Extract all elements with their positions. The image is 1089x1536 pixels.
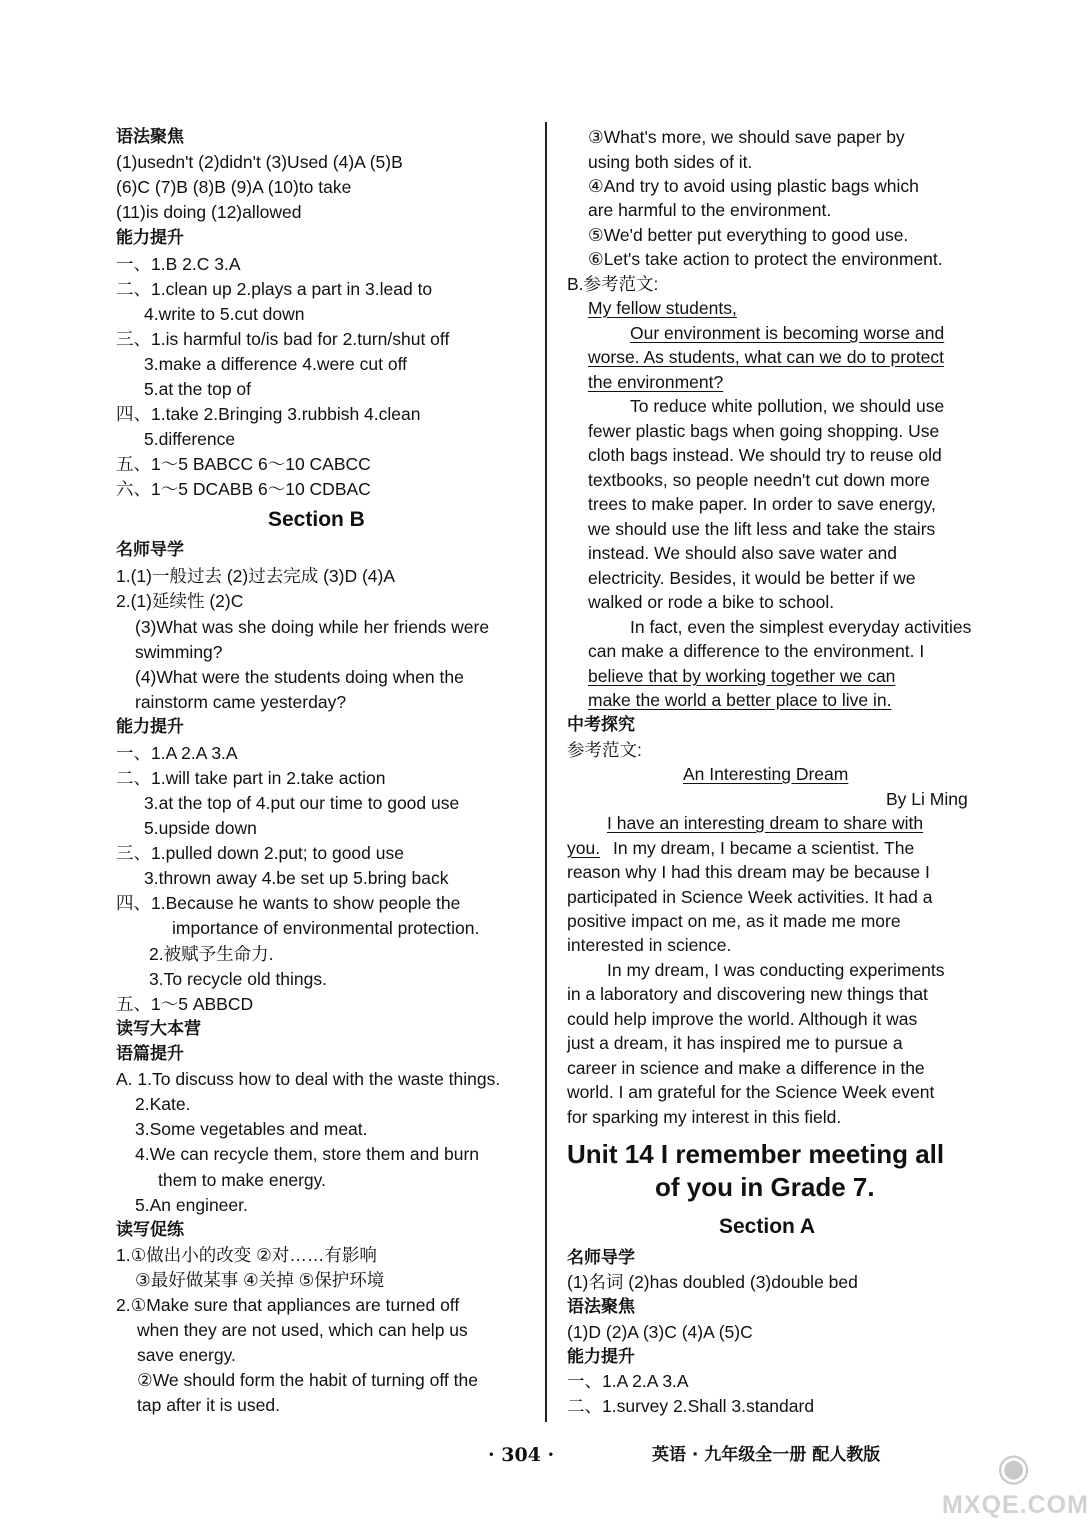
essay-line: electricity. Besides, it would be better if we	[588, 568, 916, 588]
answer-line: 三、1.is harmful to/is bad for 2.turn/shut off	[116, 329, 450, 349]
answer-line: 二、1.clean up 2.plays a part in 3.lead to	[116, 279, 433, 299]
essay-line: make the world a better place to live in.	[588, 690, 892, 710]
answer-line: 2.Kate.	[135, 1094, 191, 1114]
answer-line: (1)名词 (2)has doubled (3)double bed	[567, 1272, 858, 1292]
answer-line: 2.①Make sure that appliances are turned off	[116, 1295, 460, 1315]
answer-line: 二、1.will take part in 2.take action	[116, 768, 386, 788]
answer-line: them to make energy.	[158, 1170, 326, 1190]
book-title: 英语 · 九年级全一册 配人教版	[652, 1445, 881, 1465]
column-divider	[545, 122, 547, 1422]
answer-line: ②We should form the habit of turning off the	[137, 1370, 478, 1390]
essay-line: I have an interesting dream to share with	[607, 813, 924, 833]
unit-title-line1: Unit 14 I remember meeting all	[567, 1139, 945, 1169]
essay-line: textbooks, so people needn't cut down more	[588, 470, 930, 490]
answer-line: 1.(1)一般过去 (2)过去完成 (3)D (4)A	[116, 566, 396, 586]
answer-line: 五、1～5 ABBCD	[116, 994, 254, 1014]
essay-line: world. I am grateful for the Science Week event	[567, 1082, 935, 1102]
essay-line: we should use the lift less and take the stairs	[588, 519, 936, 539]
unit-title-line2: of you in Grade 7.	[655, 1172, 875, 1202]
answer-line: (4)What were the students doing when the	[135, 667, 464, 687]
essay-author: By Li Ming	[886, 789, 968, 809]
essay-line: for sparking my interest in this field.	[567, 1107, 842, 1127]
heading-grammar-focus: 语法聚焦	[116, 127, 184, 147]
answer-line: swimming?	[135, 642, 223, 662]
answer-line: 2.被赋予生命力.	[149, 944, 274, 964]
essay-line: cloth bags instead. We should try to reuse old	[588, 445, 942, 465]
essay-line: In fact, even the simplest everyday activities	[630, 617, 972, 637]
essay-line: interested in science.	[567, 935, 732, 955]
answer-line: when they are not used, which can help us	[137, 1320, 468, 1340]
essay-line: can make a difference to the environment. I	[588, 641, 925, 661]
answer-line: 3.To recycle old things.	[149, 969, 328, 989]
essay-line: walked or rode a bike to school.	[588, 592, 835, 612]
answer-line: ⑥Let's take action to protect the environment.	[588, 249, 943, 269]
answer-line: are harmful to the environment.	[588, 200, 832, 220]
essay-line: trees to make paper. In order to save energy,	[588, 494, 936, 514]
answer-line: ④And try to avoid using plastic bags which	[588, 176, 919, 196]
heading-text-improve: 语篇提升	[116, 1044, 184, 1064]
heading-ability: 能力提升	[116, 717, 184, 737]
page-number: · 304 ·	[488, 1444, 555, 1466]
essay-line: the environment?	[588, 372, 724, 392]
answer-line: 3.thrown away 4.be set up 5.bring back	[144, 868, 449, 888]
answer-line: 四、1.take 2.Bringing 3.rubbish 4.clean	[116, 404, 421, 424]
answer-line: 3.at the top of 4.put our time to good use	[144, 793, 460, 813]
essay-line: In my dream, I was conducting experiments	[607, 960, 945, 980]
answer-line: 3.Some vegetables and meat.	[135, 1119, 368, 1139]
answer-line: 一、1.B 2.C 3.A	[116, 254, 241, 274]
answer-line: A. 1.To discuss how to deal with the waste things.	[116, 1069, 501, 1089]
essay-line: participated in Science Week activities. It had a	[567, 887, 933, 907]
answer-line: 4.write to 5.cut down	[144, 304, 305, 324]
answer-line: 5.An engineer.	[135, 1195, 248, 1215]
answer-line: 四、1.Because he wants to show people the	[116, 893, 461, 913]
essay-line: Our environment is becoming worse and	[630, 323, 945, 343]
heading-teacher-guide: 名师导学	[116, 540, 184, 560]
essay-line: reason why I had this dream may be because I	[567, 862, 930, 882]
essay-line: positive impact on me, as it made me more	[567, 911, 901, 931]
answer-line: 1.①做出小的改变 ②对……有影响	[116, 1245, 377, 1265]
answer-line: 5.at the top of	[144, 379, 252, 399]
heading-ability: 能力提升	[116, 228, 184, 248]
answer-line: 2.(1)延续性 (2)C	[116, 591, 244, 611]
essay-title: An Interesting Dream	[683, 764, 849, 784]
sample-essay-label: B.参考范文:	[567, 274, 659, 294]
answer-line: save energy.	[137, 1345, 236, 1365]
watermark	[942, 1445, 1089, 1525]
essay-line: To reduce white pollution, we should use	[630, 396, 945, 416]
answer-line: ③最好做某事 ④关掉 ⑤保护环境	[135, 1270, 385, 1290]
essay-line: fewer plastic bags when going shopping. Use	[588, 421, 940, 441]
answer-line: (11)is doing (12)allowed	[116, 202, 302, 222]
section-b-title: Section B	[268, 508, 365, 531]
answer-line: 三、1.pulled down 2.put; to good use	[116, 843, 404, 863]
answer-line: 一、1.A 2.A 3.A	[116, 743, 238, 763]
essay-line: in a laboratory and discovering new things that	[567, 984, 928, 1004]
essay-line: My fellow students,	[588, 298, 737, 318]
heading-exam-explore: 中考探究	[567, 715, 635, 735]
answer-line: ⑤We'd better put everything to good use.	[588, 225, 909, 245]
watermark-text: MXQE.COM	[942, 1491, 1089, 1519]
answer-line: importance of environmental protection.	[172, 918, 480, 938]
answer-line: 一、1.A 2.A 3.A	[567, 1371, 689, 1391]
essay-line: career in science and make a difference in the	[567, 1058, 925, 1078]
answer-line: ③What's more, we should save paper by	[588, 127, 905, 147]
answer-line: 4.We can recycle them, store them and burn	[135, 1144, 480, 1164]
essay-line: worse. As students, what can we do to protect	[588, 347, 945, 367]
answer-line: using both sides of it.	[588, 152, 753, 172]
answer-line: 5.difference	[144, 429, 236, 449]
answer-line: tap after it is used.	[137, 1395, 280, 1415]
heading-grammar-focus: 语法聚焦	[567, 1297, 635, 1317]
essay-line: instead. We should also save water and	[588, 543, 898, 563]
watermark-logo-icon: ◉	[997, 1445, 1031, 1489]
essay-line: could help improve the world. Although it was	[567, 1009, 918, 1029]
answer-line: rainstorm came yesterday?	[135, 692, 347, 712]
heading-teacher-guide: 名师导学	[567, 1248, 635, 1268]
heading-ability: 能力提升	[567, 1347, 635, 1367]
answer-line: (1)usedn't (2)didn't (3)Used (4)A (5)B	[116, 152, 403, 172]
answer-line: 5.upside down	[144, 818, 257, 838]
answer-line: (6)C (7)B (8)B (9)A (10)to take	[116, 177, 352, 197]
essay-line: you.	[567, 838, 601, 858]
answer-line: (3)What was she doing while her friends were	[135, 617, 490, 637]
answer-line: 六、1～5 DCABB 6～10 CDBAC	[116, 479, 371, 499]
essay-line: believe that by working together we can	[588, 666, 896, 686]
section-a-title: Section A	[719, 1215, 816, 1238]
heading-read-write-camp: 读写大本营	[116, 1019, 201, 1039]
answer-line: 五、1～5 BABCC 6～10 CABCC	[116, 454, 371, 474]
answer-line: 3.make a difference 4.were cut off	[144, 354, 407, 374]
answer-line: 二、1.survey 2.Shall 3.standard	[567, 1396, 815, 1416]
answer-line: (1)D (2)A (3)C (4)A (5)C	[567, 1322, 753, 1342]
heading-read-write-practice: 读写促练	[116, 1220, 184, 1240]
essay-line: just a dream, it has inspired me to pursue a	[567, 1033, 903, 1053]
essay-line: In my dream, I became a scientist. The	[613, 838, 915, 858]
sample-essay-label: 参考范文:	[567, 740, 642, 760]
